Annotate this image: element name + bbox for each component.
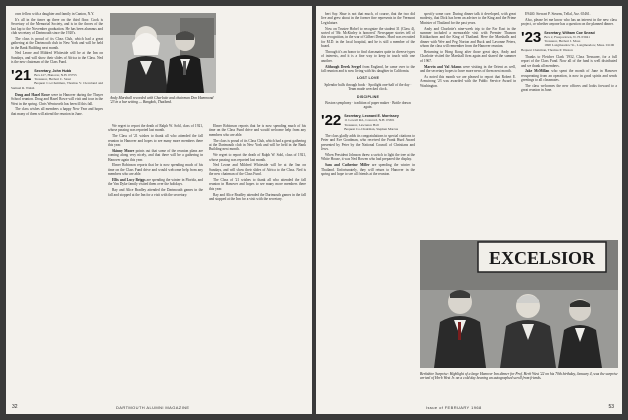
paragraph: The class gladly adds its congratulations to special citations to Peter and Eve Goodman, who received the Frank Hurd Award presented by Peter by the National Council of Christians and Jews. bbox=[321, 133, 415, 152]
paragraph: Ned Leone and Mildred Whiteside will be at the Inn on Sundays, and will show their slides of Africa to the Class. Ned is the new chairman of the Class Fund. bbox=[209, 163, 306, 177]
bold-name: Jake McMillan bbox=[525, 69, 550, 74]
class-treasurer: Treasurer, Herbert C. Stout bbox=[34, 77, 72, 82]
poem-lines: Boston symphony · tradition of paper maker · Bottle drawn again. bbox=[325, 101, 411, 110]
paragraph: The class is proud of its Class Club, which had a great gathering at the Dartmouth club in New York and will be held in the Bank Building next month. bbox=[209, 138, 306, 152]
right-column-3 bbox=[521, 12, 617, 236]
class-secretary: Secretary, Leonard E. Morrissey bbox=[344, 113, 399, 118]
paragraph: from England, he came over to the fall reunion and is now living with his daughter in California. bbox=[321, 64, 415, 74]
paragraph: When President Johnson threw a switch to light the tree at the White House, it was Ned Bowen who had prepared the display. bbox=[321, 152, 415, 162]
bold-name: Skinny Moore bbox=[112, 148, 135, 153]
bold-name: Ellis and Lucy Briggs bbox=[112, 178, 146, 183]
paragraph: We regret to report the death of Ralph W. Sohl, class of 1921, whose passing was reported last month. bbox=[108, 124, 203, 133]
left-page bbox=[6, 6, 312, 414]
paragraph: The class wishes all members a happy New Year and hopes that many of them will attend the reunion in June. bbox=[11, 107, 103, 116]
class-address: Box 417, Hanover, N.H. 03755 bbox=[34, 73, 77, 78]
poem-lines: Splendor balls through book · Spotlight one-half of the day · Team made wrecked clock. bbox=[324, 82, 412, 92]
class-address: Box 2, Freeportown, N. H. 03041 bbox=[544, 35, 590, 40]
paragraph: E9440. Stewart P. Stearns, Tellal, Arz. 65461. bbox=[525, 12, 591, 16]
paragraph: Through it's an honor to find classmates quite in diverse types of interests, and it is a fine way to keep in touch with one another. bbox=[321, 50, 415, 63]
paragraph: The class is proud of its Class Club, which had a great gathering at the Dartmouth club in New York and will be held in the Bank Building next month. bbox=[11, 36, 103, 50]
class-year: '21 bbox=[11, 66, 32, 84]
paragraph: The class welcomes the new officers and looks forward to a great reunion in June. bbox=[521, 84, 617, 93]
paragraph: Returning to Hong Kong after those great days, Andy and Charlotte visited the Marshall firm again and shared the summer of 1967. bbox=[420, 50, 516, 63]
excelsior-photo bbox=[420, 240, 618, 368]
paragraph: who spent the month of June in Hanover recuperating from an operation, is now in good spirits and sends greetings to all classmates. bbox=[521, 69, 617, 83]
left-column-1 bbox=[11, 12, 103, 400]
couple-photo-illustration bbox=[110, 13, 216, 93]
paragraph: Ray and Alice Bradley attended the Dartmouth games in the fall and stopped at the Inn for a visit with the secretary. bbox=[209, 192, 306, 202]
paragraph: Also, please let me know who has an interest in the new class project, or whether anyone has a question on the planned dinner. bbox=[521, 17, 617, 27]
paragraph: own fellow with a daughter and family in Canton, N.Y. bbox=[15, 12, 95, 16]
right-page bbox=[316, 6, 622, 414]
paragraph: Andy and Charlotte's nine-week trip to the Far East in the summer included a memorable visit with Premier Thanom Kittikachorn and the King of Thailand. Here the Marshalls and dinner with Wee and Peg Norton and Buck and Lavonne Peters, whom the class will remember from the Hanover reunion. bbox=[420, 26, 516, 49]
poem-heading: DISCIPLINE bbox=[356, 94, 380, 99]
paragraph: We regret to report the death of Ralph W. Sohl, class of 1921, whose passing was reported last month. bbox=[209, 153, 306, 162]
class-bequest: Bequest Chairman, Thomas P. Weston bbox=[521, 47, 573, 52]
class-address: 11 Lowell Rd., Concord, N.H. 03301 bbox=[344, 118, 395, 123]
paragraph: Elmer Robinson reports that he is now spending much of his time on the Class Fund drive and would welcome help from any members who are able. bbox=[108, 163, 203, 177]
class-treasurer: Treasurer, Herbert J. Moss bbox=[544, 39, 581, 44]
paragraph: points out that some of the reunion plans are coming along very nicely, and that there will be a gathering in Hanover again this year. bbox=[108, 148, 203, 162]
bold-name: Marvin and Val Adams bbox=[424, 64, 462, 69]
class-secretary: Secretary, Wilham Coe Snead bbox=[544, 30, 595, 35]
paragraph: As noted this month we are pleased to report that Robert E. Armstrong '23 was awarded with the Public Service Award in Washington. bbox=[420, 74, 516, 88]
issue-title: Issue of FEBRUARY 1968 bbox=[426, 405, 482, 410]
class-heading-23 bbox=[521, 28, 617, 52]
paragraph: were in Hanover during the Thayer School reunion. Doug and Hazel Rowe will visit and tour in the West in the spring. Chris Wentworth has been ill this fall. bbox=[11, 92, 103, 106]
paragraph: Ray and Alice Bradley attended the Dartmouth games in the fall and stopped at the Inn for a visit with the secretary. bbox=[108, 188, 203, 197]
class-year: '23 bbox=[521, 28, 542, 46]
paragraph: Ned Leone and Mildred Whiteside will be at the Inn on Sundays, and will show their slides of Africa to the Class. Ned is the new chairman of the Class Fund. bbox=[11, 51, 103, 65]
class-heading-21 bbox=[11, 66, 103, 90]
class-treasurer: Treasurer, Lawrence Hall bbox=[344, 122, 379, 127]
paragraph: were visiting in the Orient as well, and the secretary hopes to have more news of them next month. bbox=[420, 64, 516, 74]
paragraph: Elmer Robinson reports that he is now spending much of his time on the Class Fund drive and would welcome help from any members who are able. bbox=[209, 124, 306, 137]
class-bequest: Bequest Co-Chairman, Stephen Marcus bbox=[344, 126, 399, 131]
bold-name: Sam and Catherine Miller bbox=[325, 163, 370, 168]
excelsior-photo-caption: Berkshire Surprise: Highlight of a large Hanover Inn dinner for Prof. Herb West '22 on his 70th birthday, January 4, was the surprise arrival of Herb West Jr. on a cold day bearing an autographed scroll from friends. bbox=[420, 372, 618, 381]
paragraph: bert Say. Shue is not that much, of course, that the two did live and grew about in the former fine represents in the Vermont Legislature. bbox=[321, 12, 415, 25]
couple-photo bbox=[110, 13, 216, 93]
left-column-2 bbox=[108, 124, 203, 400]
class-bequest: Bequest Co-Chairmen, Thomas V. Cleveland and Samuel R. Walsh bbox=[11, 81, 103, 90]
poem-heading: LOST LOVE bbox=[356, 76, 380, 81]
paragraph: It's all in the timer up there on the third floor. Cook is Secretary of the Memorial Society, and is in the throes of the last lap to the November graduation. He has been alumnus and club secretary of Dartmouth since the 1920's. bbox=[11, 17, 103, 36]
page-number-left: 32 bbox=[12, 404, 18, 410]
paragraph: The Class of '21 wishes to thank all who attended the fall reunion in Hanover and hopes to see many more members there this year. bbox=[209, 178, 306, 191]
paragraph: are spending the winter in Thailand. Unfortunately, they will return to Hanover in the spring and hope to see all friends at the reunion. bbox=[321, 163, 415, 176]
paragraph: are spending the winter in Florida, and the Van Dyke family visited them over the holidays. bbox=[108, 178, 203, 187]
class-heading-22 bbox=[321, 111, 415, 131]
sign-text: EXCELSIOR bbox=[488, 248, 596, 268]
paragraph: Thanks to Fletcher Clark '1932, Class Treasurer, for a full report of the Class Fund. Now all of the fund is well distributed and we thank all members. bbox=[521, 54, 617, 68]
magazine-title: DARTMOUTH ALUMNI MAGAZINE bbox=[116, 405, 190, 410]
right-column-1 bbox=[321, 12, 415, 400]
paragraph: specify some care. During dinner talk it developed, with great modesty, that Dick has been an adviser to the King and the Prime Minister of Thailand for the past years. bbox=[420, 12, 516, 25]
left-column-3 bbox=[209, 124, 306, 400]
bold-name: Doug and Hazel Rowe bbox=[15, 92, 50, 97]
class-year: '22 bbox=[321, 111, 342, 129]
paragraph: The Class of '21 wishes to thank all who attended the fall reunion in Hanover and hopes to see many more members there this year. bbox=[108, 134, 203, 148]
couple-photo-caption: Andy Marshall recorded with Charlotte and chairman Don Hammond '23 in a bar setting — Bangkok, Thailand. bbox=[110, 96, 214, 105]
paragraph: Now on Trustee Hobel to recognize the student 31 (Class 4), sorted of 'Mr. McKinley is honored.' Newspaper stories tell of this recognition, in the war of Gilbert Dennis. Hurd was recruited for M.D. in the local hospital, and he is still a member of the board. bbox=[321, 26, 415, 49]
page-number-right: 53 bbox=[608, 404, 614, 410]
class-secretary: Secretary, John Hubb bbox=[34, 68, 72, 73]
bold-name: Although Derek Sergel bbox=[325, 64, 362, 69]
excelsior-photo-illustration bbox=[420, 240, 618, 368]
class-address: 1690 Longmeadow St., Longmeadow, Mass. 01106 bbox=[544, 43, 615, 48]
